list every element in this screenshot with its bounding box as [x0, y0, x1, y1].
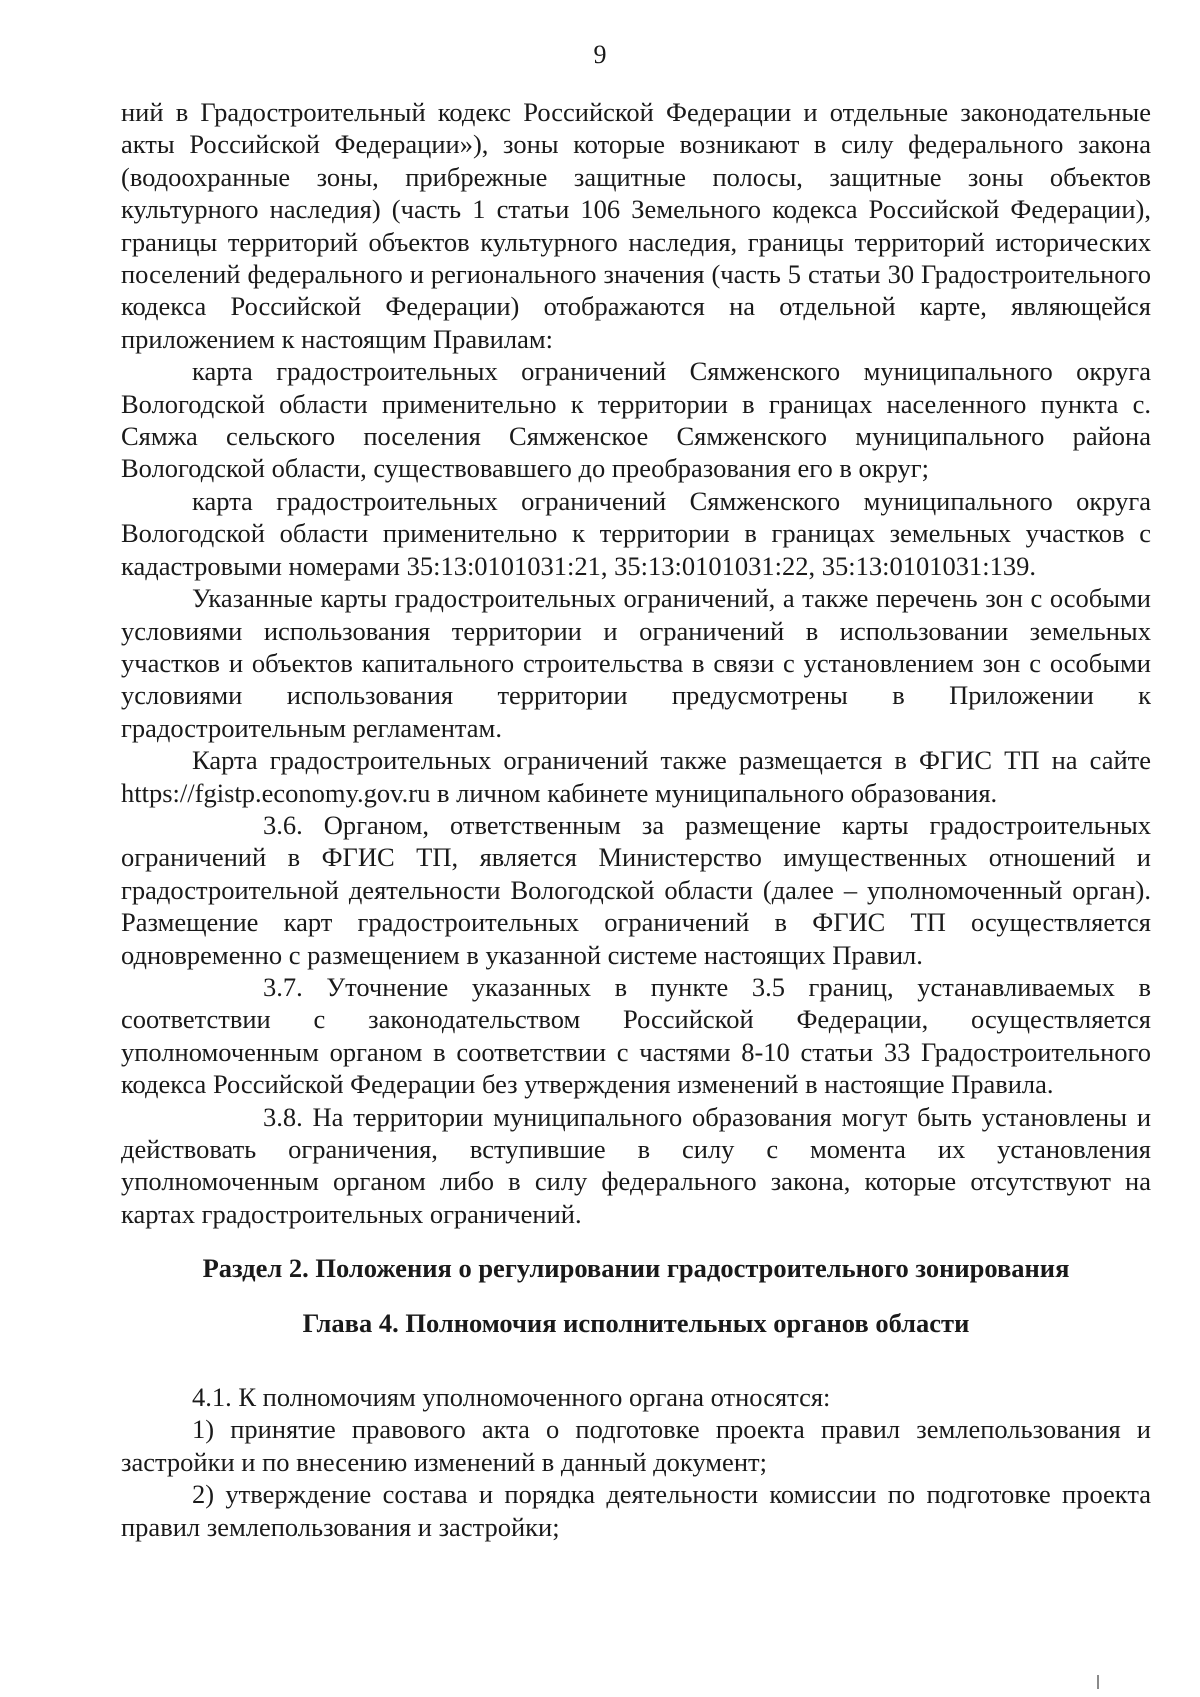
list-item: 2) утверждение состава и порядка деятельности комиссии по подготовке проекта правил землепользования и застройки; [121, 1479, 1151, 1542]
clause-3-8 [121, 1101, 1151, 1231]
clause-3-6 [121, 809, 1151, 971]
clause-text: На территории муниципального образования могут быть установлены и действовать ограничения, вступившие в силу с момента их установления уполномоченным органом либо в силу федерального закона, которые отсутствуют на картах градостроительных ограничений. [121, 1101, 1151, 1229]
paragraph-zones-list: Указанные карты градостроительных ограничений, а также перечень зон с особыми условиями использования территории и ограничений в использовании земельных участков и объектов капитального строительства в связи с установлением зон с особыми условиями использования территории предусмотрены в Приложении к градостроительным регламентам. [121, 583, 1151, 743]
powers-intro: 4.1. К полномочиям уполномоченного органа относятся: [192, 1382, 831, 1413]
clause-text: Органом, ответственным за размещение карты градостроительных ограничений в ФГИС ТП, является Министерство имущественных отношений и градостроительной деятельности Вологодской области (далее – уполномоченный орган). Размещение карт градостроительных ограничений в ФГИС ТП осуществляется одновременно с размещением в указанной системе настоящих Правил. [121, 809, 1151, 970]
clause-number: 3.8. [263, 1101, 303, 1132]
document-body [121, 96, 1151, 1543]
clause-number: 3.6. [263, 809, 303, 840]
page-number: 9 [593, 40, 607, 69]
clause-text: Уточнение указанных в пункте 3.5 границ, устанавливаемых в соответствии с законодательством Российской Федерации, осуществляется уполномоченным органом в соответствии с частями 8-10 статьи 33 Градостроительного кодекса Российской Федерации без утверждения изменений в настоящие Правила. [121, 971, 1152, 1100]
clause-number: 3.7. [263, 971, 303, 1002]
paragraph-map-sjamzha: карта градостроительных ограничений Сямженского муниципального округа Вологодской области применительно к территории в границах населенного пункта с. Сямжа сельского поселения Сямженское Сямженского муниципального района Вологодской области, существовавшего до преобразования его в округ; [121, 356, 1151, 484]
list-item: 1) принятие правового акта о подготовке проекта правил землепользования и застройки и по внесению изменений в данный документ; [121, 1414, 1151, 1477]
chapter-heading: Глава 4. Полномочия исполнительных органов области [302, 1307, 970, 1338]
paragraph-continuation: ний в Градостроительный кодекс Российской Федерации и отдельные законодательные акты Российской Федерации»), зоны которые возникают в силу федерального закона (водоохранные зоны, прибрежные защитные полосы, защитные зоны объектов культурного наследия) (часть 1 статьи 106 Земельного кодекса Российской Федерации), границы территорий объектов культурного наследия, границы территорий исторических поселений федерального и регионального значения (часть 5 статьи 30 Градостроительного кодекса Российской Федерации) отображаются на отдельной карте, являющейся приложением к настоящим Правилам: [121, 97, 1151, 354]
paragraph-map-cadastral: карта градостроительных ограничений Сямженского муниципального округа Вологодской области применительно к территории в границах земельных участков с кадастровыми номерами 35:13:0101031:21, 35:13:0101031:22, 35:13:0101031:139. [121, 485, 1151, 581]
scan-edge-mark [1097, 1675, 1099, 1689]
clause-3-7 [121, 971, 1151, 1101]
paragraph-fgis-website: Карта градостроительных ограничений также размещается в ФГИС ТП на сайте https://fgistp.economy.gov.ru в личном кабинете муниципального образования. [121, 745, 1151, 808]
section-heading: Раздел 2. Положения о регулировании градостроительного зонирования [202, 1253, 1070, 1284]
